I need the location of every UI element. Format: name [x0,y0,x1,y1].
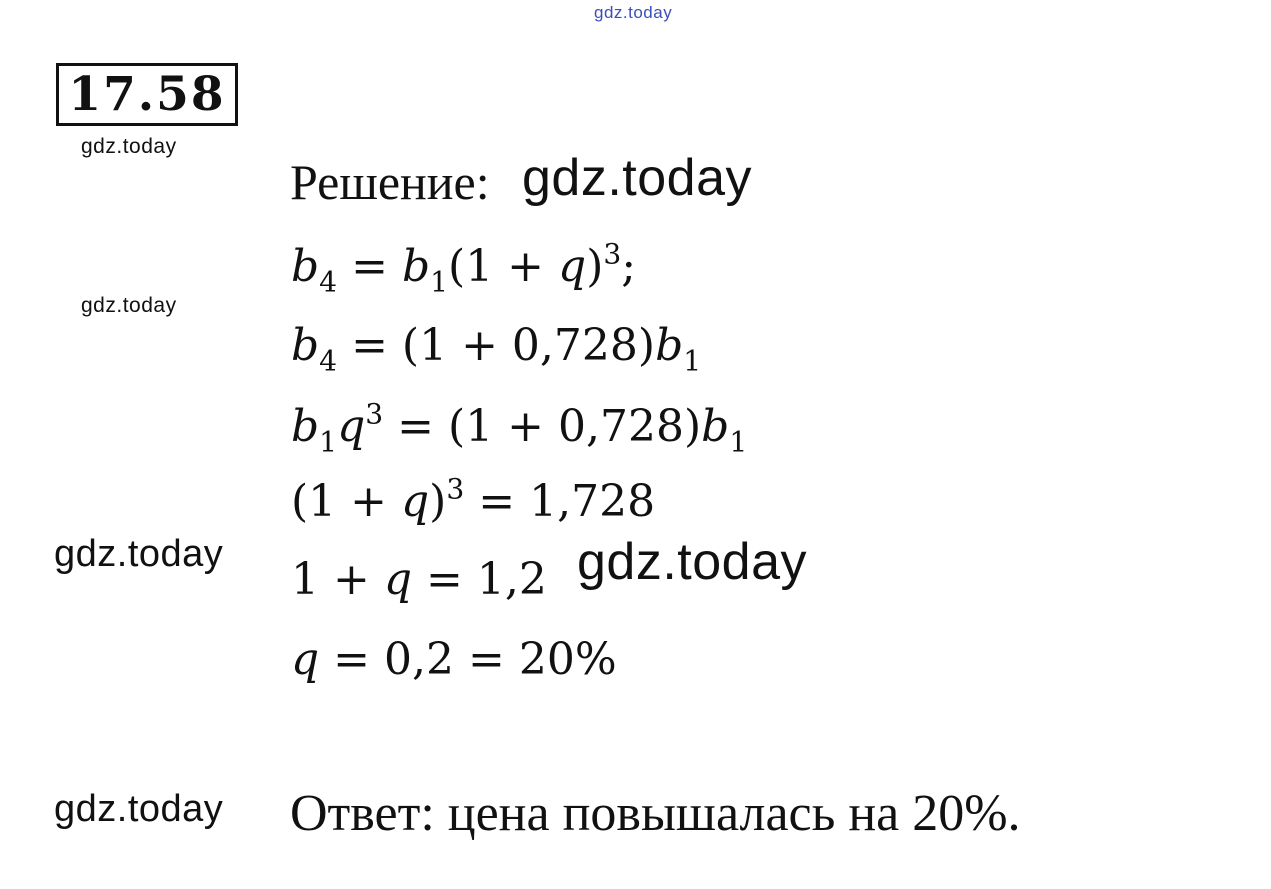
equation-3: $b_1q^3 = (1 + 0,728)b_1$ [291,397,748,459]
watermark-left-2: gdz.today [54,533,224,575]
equation-6: q = 0,2 = 20% [291,634,617,685]
problem-number-box [56,63,238,126]
watermark-big-2: gdz.today [577,533,807,591]
equation-1: $b_4 = b_1(1 + q)^3$; [291,237,637,299]
solution-label: Решение: [290,154,490,210]
answer-text: Ответ: цена повышалась на 20%. [290,785,1021,842]
equation-4: $(1 + q)^3 = 1,728$ [291,472,656,527]
watermark-left-1: gdz.today [81,294,177,317]
equation-2: $b_4 = (1 + 0,728)b_1$ [291,320,702,378]
watermark-under-number: gdz.today [81,135,177,158]
problem-number: 17.58 [68,67,226,122]
equation-5: 1 + q = 1,2 [291,554,547,605]
watermark-top: gdz.today [594,3,673,22]
watermark-left-3: gdz.today [54,788,224,830]
watermark-big-1: gdz.today [522,149,752,207]
